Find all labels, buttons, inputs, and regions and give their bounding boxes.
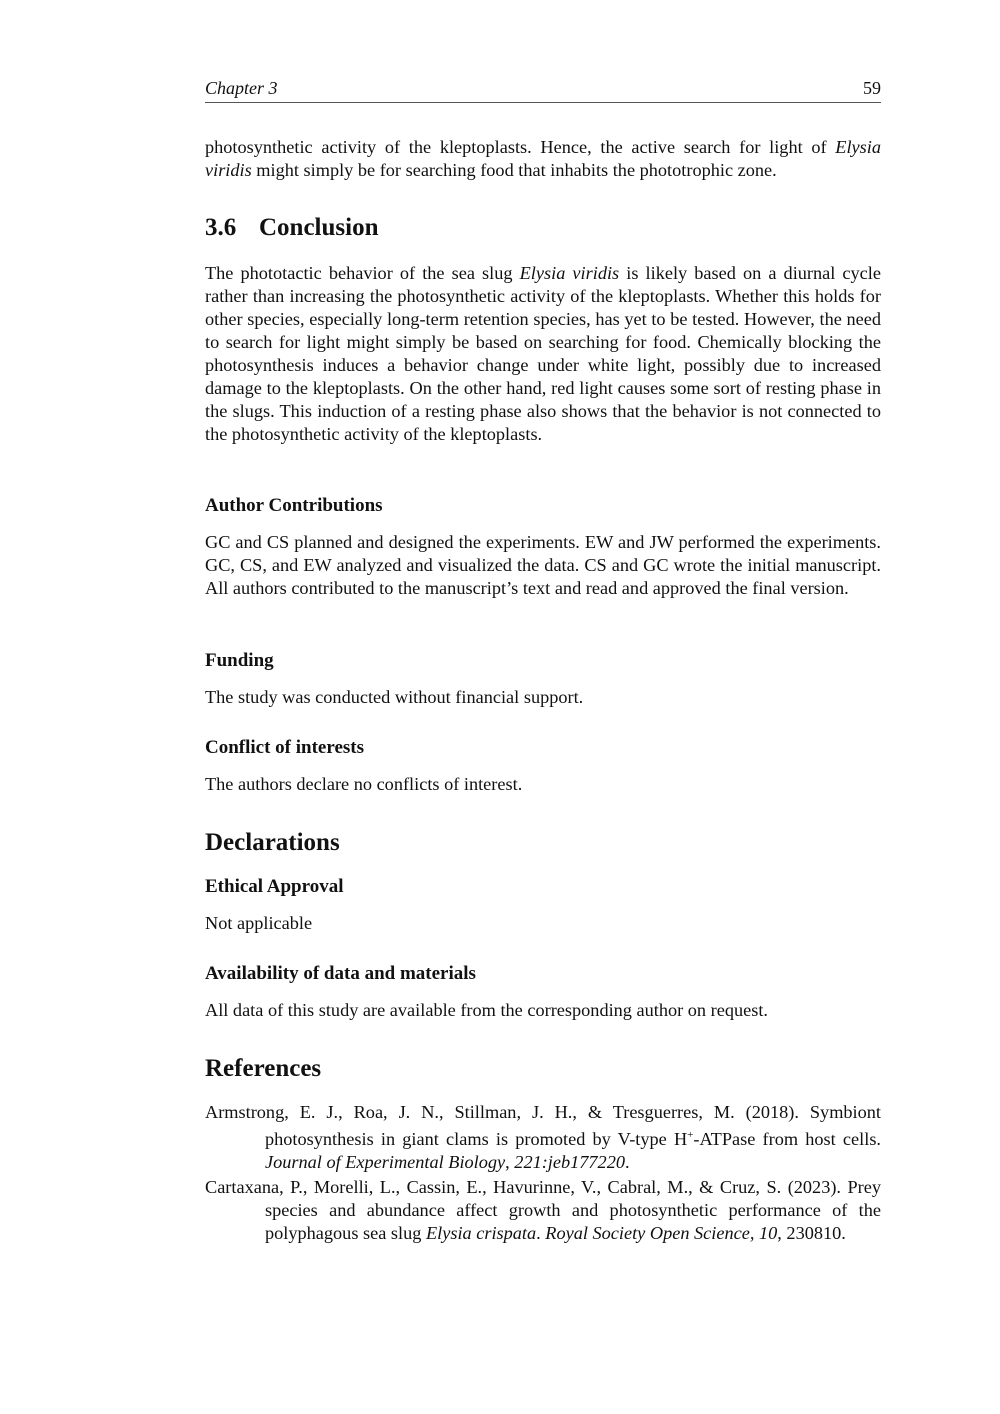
conclusion-paragraph bbox=[205, 262, 881, 446]
heading-ethical-approval: Ethical Approval bbox=[205, 876, 344, 897]
section-heading-conclusion bbox=[205, 214, 881, 242]
journal-volume: 221:jeb177220 bbox=[514, 1152, 625, 1173]
running-header bbox=[205, 78, 881, 103]
species-name: Elysia viridis bbox=[519, 263, 620, 283]
reference-end: . bbox=[624, 1152, 630, 1173]
conflict-paragraph: The authors declare no conflicts of interest. bbox=[205, 774, 523, 794]
availability-paragraph: All data of this study are available from the corresponding author on request. bbox=[205, 1000, 768, 1020]
author-contributions-paragraph: GC and CS planned and designed the experiments. EW and JW performed the experiments. GC, CS, and EW analyzed and visualized the data. CS and GC wrote the initial manuscript. All authors contributed to the manuscript’s text and read and approved the final version. bbox=[205, 532, 881, 598]
heading-references: References bbox=[205, 1055, 322, 1082]
reference-text: Armstrong, E. J., Roa, J. N., Stillman, J. H., & Tresguerres, M. (2018). Symbiont photosynthesis in giant clams is promoted by V-type H bbox=[205, 1102, 881, 1150]
journal-volume: 10 bbox=[759, 1223, 778, 1244]
heading-funding: Funding bbox=[205, 650, 274, 671]
reference-list bbox=[205, 1101, 881, 1247]
heading-declarations: Declarations bbox=[205, 829, 340, 856]
conclusion-text: The phototactic behavior of the sea slug bbox=[205, 263, 520, 283]
separator: . bbox=[536, 1223, 546, 1244]
reference-item bbox=[205, 1176, 881, 1245]
section-number: 3.6 bbox=[205, 214, 237, 241]
reference-text: Cartaxana, P., Morelli, L., Cassin, E., Havurinne, V., Cabral, M., & Cruz, S. (2023). Prey species and abundance affect growth and photosynthetic performance of the polyphagous sea slug bbox=[205, 1177, 881, 1244]
reference-item bbox=[205, 1101, 881, 1174]
conclusion-text-end: is likely based on a diurnal cycle rather than increasing the photosynthetic activity of the kleptoplasts. Whether this holds for other species, especially long-term retention species, has yet to be tested. However, the need to search for light might simply be based on searching for food. Chemically blocking the photosynthesis induces a behavior change under white light, possibly due to increased damage to the kleptoplasts. On the other hand, red light causes some sort of resting phase in the slugs. This induction of a resting phase also shows that the behavior is not connected to the photosynthetic activity of the kleptoplasts. bbox=[205, 263, 881, 444]
separator: , bbox=[505, 1152, 515, 1173]
intro-text-end: might simply be for searching food that inhabits the phototrophic zone. bbox=[251, 160, 777, 180]
intro-paragraph bbox=[205, 136, 881, 182]
reference-end: , 230810. bbox=[777, 1223, 846, 1244]
superscript-plus: + bbox=[687, 1129, 694, 1141]
heading-conflict: Conflict of interests bbox=[205, 737, 365, 758]
reference-text-cont: -ATPase from host cells. bbox=[693, 1129, 882, 1150]
heading-availability: Availability of data and materials bbox=[205, 963, 476, 984]
chapter-label: Chapter 3 bbox=[205, 78, 278, 98]
journal-name: Journal of Experimental Biology bbox=[265, 1152, 506, 1173]
species-name: Elysia crispata bbox=[425, 1223, 537, 1244]
species-name: Elysia viridis bbox=[205, 137, 881, 180]
ethical-paragraph: Not applicable bbox=[205, 913, 313, 933]
page-number: 59 bbox=[863, 78, 881, 98]
separator: , bbox=[749, 1223, 759, 1244]
funding-paragraph: The study was conducted without financial support. bbox=[205, 687, 584, 707]
heading-author-contributions: Author Contributions bbox=[205, 495, 383, 516]
journal-name: Royal Society Open Science bbox=[545, 1223, 750, 1244]
intro-text: photosynthetic activity of the kleptoplasts. Hence, the active search for light of bbox=[205, 137, 836, 157]
section-title: Conclusion bbox=[259, 214, 379, 241]
